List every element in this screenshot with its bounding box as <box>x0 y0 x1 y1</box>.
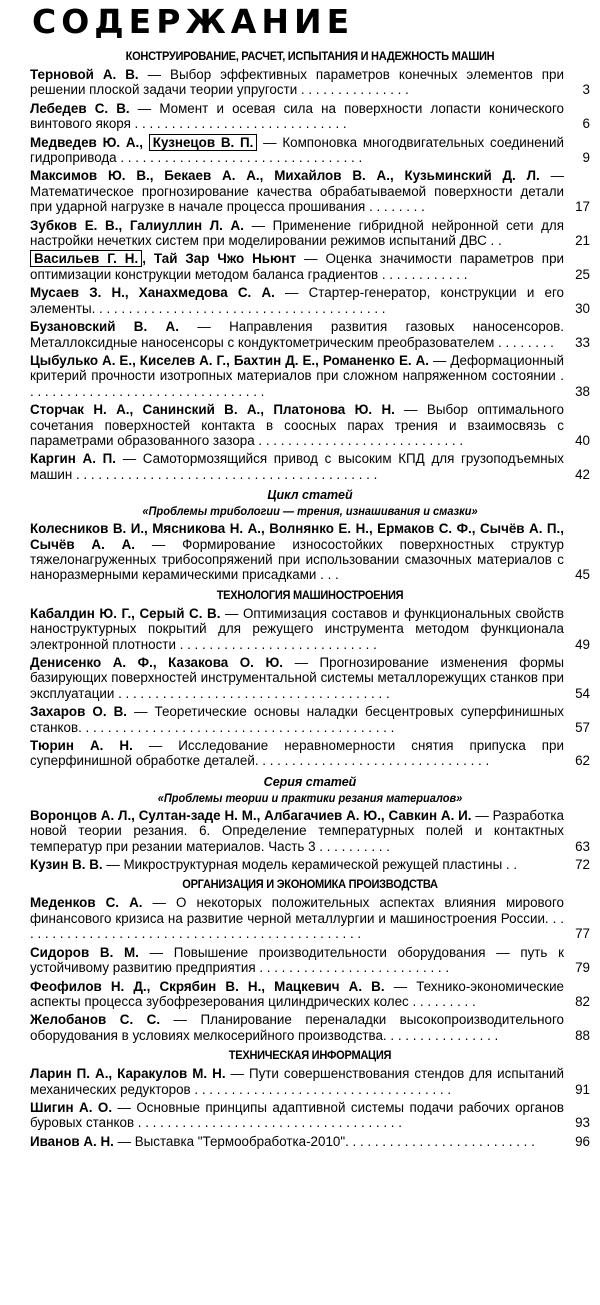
toc-entry <box>30 521 590 583</box>
toc-entry <box>30 945 590 976</box>
toc-entry <box>30 738 590 769</box>
entry-authors: Меденков С. А. <box>30 895 143 911</box>
entry-title: — Выставка "Термообработка-2010". . . . . . . . . . . . . . . . . . . . . . . . . . <box>113 1133 535 1149</box>
toc-entry <box>30 319 590 350</box>
entry-title: — О некоторых положительных аспектах влияния мирового финансового кризиса на развитие черной металлургии и машиностроения России. . . . . . . . . . . . . . . . . . . . . . . . . . . . . . . . . . . . . . . . . . . . . . . . <box>30 895 564 942</box>
entry-authors: Каргин А. П. <box>30 451 116 467</box>
entry-authors: Тюрин А. Н. <box>30 738 133 754</box>
entry-authors: Терновой А. В. <box>30 67 139 82</box>
entry-authors: Захаров О. В. <box>30 704 128 720</box>
table-of-contents <box>30 48 590 1149</box>
toc-entry <box>30 402 590 448</box>
entry-page-number: 79 <box>575 960 590 976</box>
entry-title: — Деформационный критерий прочности изотропных материалов при сложном напряженном состоянии . . . . . . . . . . . . . . . . . . . . . . . . . . . . . . . . . <box>30 352 564 399</box>
entry-page-number: 45 <box>575 567 590 583</box>
series-label: Серия статей <box>263 774 357 789</box>
entry-title: — Повышение производительности оборудования — путь к устойчивому развитию предприятия . . . . . . . . . . . . . . . . . . . . . . . . . . <box>30 944 564 976</box>
toc-entry <box>30 135 590 166</box>
entry-authors: Колесников В. И., Мясникова Н. А., Волнянко Е. Н., Ермаков С. Ф., Сычёв А. П., Сычёв А. А. <box>30 521 564 552</box>
section-heading: ТЕХНОЛОГИЯ МАШИНОСТРОЕНИЯ <box>216 587 404 602</box>
section-heading: ТЕХНИЧЕСКАЯ ИНФОРМАЦИЯ <box>228 1048 392 1063</box>
toc-entry <box>30 251 590 282</box>
entry-page-number: 6 <box>582 116 590 132</box>
entry-page-number: 9 <box>582 150 590 166</box>
entry-page-number: 57 <box>575 719 590 735</box>
entry-page-number: 21 <box>575 233 590 249</box>
toc-entry <box>30 857 590 872</box>
series-title: «Проблемы трибологии — трения, изнашивания и смазки» <box>142 504 478 519</box>
boxed-author: Васильев Г. Н. <box>30 250 142 267</box>
toc-entry <box>30 1066 590 1097</box>
entry-title: — Выбор оптимального сочетания поверхностей контакта в соосных парах трения и взаимосвязь с параметрами образованного зазора . . . . . . . . . . . . . . . . . . . . . . . . . . . . <box>30 402 564 448</box>
entry-authors: Мусаев З. Н., Ханахмедова С. А. <box>30 285 275 301</box>
entry-page-number: 88 <box>575 1027 590 1043</box>
toc-entry <box>30 67 590 98</box>
toc-entry <box>30 101 590 132</box>
entry-authors: Желобанов С. С. <box>30 1012 161 1028</box>
boxed-author: Кузнецов В. П. <box>149 134 258 151</box>
entry-authors: Феофилов Н. Д., Скрябин В. Н., Мацкевич А. В. <box>30 978 385 994</box>
entry-title: — Исследование неравномерности снятия припуска при суперфинишной обработке деталей. . . . . . . . . . . . . . . . . . . . . . . . . . . . . . . . <box>30 738 564 769</box>
entry-authors: Ларин П. А., Каракулов М. Н. <box>30 1066 226 1082</box>
section-heading: КОНСТРУИРОВАНИЕ, РАСЧЕТ, ИСПЫТАНИЯ И НАДЕЖНОСТЬ МАШИН <box>125 49 495 63</box>
entry-title: — Математическое прогнозирование качества обрабатываемой поверхности детали при ударной нагрузке в начале процесса прошивания . . . . . . . . <box>30 168 564 215</box>
entry-title: — Теоретические основы наладки бесцентровых суперфинишных станков. . . . . . . . . . . . . . . . . . . . . . . . . . . . . . . . . . . . . . . . . . . <box>30 704 564 735</box>
toc-entry <box>30 895 590 941</box>
entry-page-number: 17 <box>575 199 590 215</box>
entry-authors: Зубков Е. В., Галиуллин Л. А. <box>30 217 244 233</box>
series-label: Цикл статей <box>267 488 353 503</box>
entry-title: — Момент и осевая сила на поверхности лопасти конического винтового якоря . . . . . . . . . . . . . . . . . . . . . . . . . . . . . <box>30 100 564 132</box>
entry-title: — Выбор эффективных параметров конечных элементов при решении плоской задачи теории упругости . . . . . . . . . . . . . . . <box>30 67 564 98</box>
entry-authors: Денисенко А. Ф., Казакова О. Ю. <box>30 655 283 670</box>
section-heading: ОРГАНИЗАЦИЯ И ЭКОНОМИКА ПРОИЗВОДСТВА <box>182 877 438 892</box>
entry-page-number: 96 <box>575 1133 590 1149</box>
page-title: СОДЕРЖАНИЕ <box>32 2 355 41</box>
entry-page-number: 42 <box>575 466 590 482</box>
entry-title: — Направления развития газовых наносенсоров. Металлоксидные наносенсоры с кондуктометрическим преобразователем . . . . . . . . <box>30 319 564 350</box>
toc-entry <box>30 168 590 214</box>
entry-page-number: 49 <box>575 636 590 652</box>
entry-title: — Технико-экономические аспекты процесса зубофрезерования цилиндрических колес . . . . . . . . . <box>30 978 565 1009</box>
entry-title: — Прогнозирование изменения формы базирующих поверхностей инструментальной системы металлорежущих станков при эксплуатации . . . . . . . . . . . . . . . . . . . . . . . . . . . . . . . . . . . . . <box>30 655 564 701</box>
entry-page-number: 91 <box>575 1081 590 1097</box>
entry-authors: Кабалдин Ю. Г., Серый С. В. <box>30 605 221 621</box>
entry-title: — Разработка новой теории резания. 6. Определение температурных полей и контактных температур при резании материалов. Часть 3 . . . . . . . . . . <box>30 807 564 854</box>
toc-entry <box>30 285 590 316</box>
entry-authors: Сидоров В. М. <box>30 944 139 960</box>
entry-authors: Бузановский В. А. <box>30 319 179 335</box>
entry-title: — Оценка значимости параметров при оптимизации конструкции методом баланса градиентов . . . . . . . . . . . . <box>30 251 564 282</box>
entry-title: — Планирование переналадки высокопроизводительного оборудования в условиях мелкосерийного производства. . . . . . . . . . . . . . . . <box>30 1012 564 1043</box>
toc-entry <box>30 218 590 249</box>
toc-entry <box>30 1134 590 1149</box>
entry-page-number: 33 <box>575 334 590 350</box>
entry-page-number: 63 <box>575 838 590 854</box>
entry-authors: Шигин А. О. <box>30 1099 113 1115</box>
toc-entry <box>30 808 590 854</box>
entry-page-number: 62 <box>575 753 590 769</box>
toc-entry <box>30 704 590 735</box>
entry-page-number: 3 <box>582 82 590 98</box>
entry-page-number: 72 <box>575 857 590 873</box>
entry-title: — Микроструктурная модель керамической режущей пластины . . <box>102 857 518 873</box>
entry-authors: Цыбулько А. Е., Киселев А. Г., Бахтин Д. Е., Романенко Е. А. <box>30 352 430 368</box>
entry-authors: Медведев Ю. А., Кузнецов В. П. <box>30 134 257 151</box>
entry-authors: Васильев Г. Н. , Тай Зар Чжо Ньюнт <box>30 250 296 267</box>
entry-authors: Кузин В. В. <box>30 857 103 873</box>
toc-entry <box>30 1012 590 1043</box>
entry-title: — Стартер-генератор, конструкции и его элементы. . . . . . . . . . . . . . . . . . . . . . . . . . . . . . . . . . . . . . . . <box>30 285 564 316</box>
entry-title: — Самотормозящийся привод с высоким КПД для грузоподъемных машин . . . . . . . . . . . . . . . . . . . . . . . . . . . . . . . . . . . . . . . . . <box>30 451 564 482</box>
entry-page-number: 77 <box>575 926 590 942</box>
entry-authors: Лебедев С. В. <box>30 100 130 116</box>
entry-authors: Сторчак Н. А., Санинский В. А., Платонова Ю. Н. <box>30 402 395 418</box>
entry-page-number: 54 <box>575 685 590 701</box>
toc-entry <box>30 451 590 482</box>
entry-page-number: 25 <box>575 266 590 282</box>
entry-title: — Формирование износостойких поверхностных структур тяжелонагруженных трибосопряжений при использовании смазочных материалов с наноразмерными керамическими присадками . . . <box>30 536 564 583</box>
entry-page-number: 30 <box>575 300 590 316</box>
entry-authors: Воронцов А. Л., Султан-заде Н. М., Албагачиев А. Ю., Савкин А. И. <box>30 807 472 823</box>
entry-title: — Основные принципы адаптивной системы подачи рабочих органов буровых станков . . . . . . . . . . . . . . . . . . . . . . . . . . . . . . . . . . . . <box>30 1099 564 1131</box>
toc-entry <box>30 353 590 399</box>
entry-page-number: 38 <box>575 383 590 399</box>
entry-page-number: 93 <box>575 1115 590 1131</box>
entry-page-number: 40 <box>575 432 590 448</box>
toc-entry <box>30 979 590 1010</box>
entry-authors: Максимов Ю. В., Бекаев А. А., Михайлов В. А., Кузьминский Д. Л. <box>30 168 540 184</box>
entry-title: — Пути совершенствования стендов для испытаний механических редукторов . . . . . . . . . . . . . . . . . . . . . . . . . . . . . . . . . . . <box>30 1066 565 1097</box>
entry-title: — Оптимизация составов и функциональных свойств наноструктурных покрытий для режущего инструмента методом функционала электронной плотности . . . . . . . . . . . . . . . . . . . . . . . . . . . <box>30 605 565 652</box>
toc-entry <box>30 655 590 701</box>
entry-title: — Компоновка многодвигательных соединений гидропривода . . . . . . . . . . . . . . . . . . . . . . . . . . . . . . . . . <box>30 134 564 166</box>
toc-entry <box>30 606 590 652</box>
entry-page-number: 82 <box>575 993 590 1009</box>
entry-title: — Применение гибридной нейронной сети для настройки нечетких систем при моделировании режимов испытаний ДВС . . <box>30 217 564 249</box>
toc-entry <box>30 1100 590 1131</box>
entry-authors: Иванов А. Н. <box>30 1133 114 1149</box>
series-title: «Проблемы теории и практики резания материалов» <box>157 790 463 805</box>
